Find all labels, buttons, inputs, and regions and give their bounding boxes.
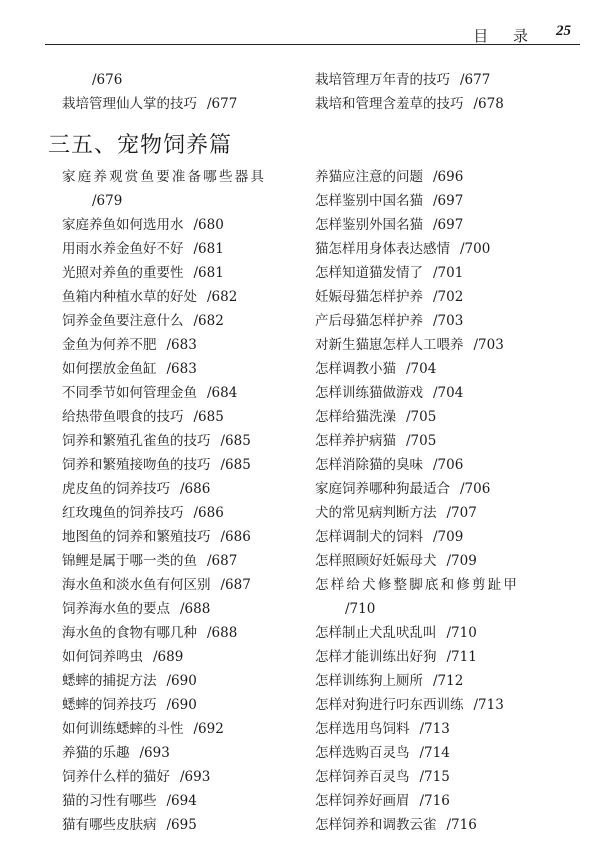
toc-entry: [62, 573, 322, 597]
toc-entry: [315, 765, 580, 789]
toc-entry-title: 怎样鉴别中国名猫: [315, 193, 423, 209]
toc-entry-page: /712: [433, 673, 464, 689]
toc-entry-title: 家庭养鱼如何选用水: [62, 217, 184, 233]
toc-entry-page: /693: [180, 769, 211, 785]
top-right-column: [315, 68, 580, 116]
toc-entry-page: /676: [92, 72, 123, 88]
toc-entry-title: 怎样训练狗上厕所: [315, 673, 423, 689]
toc-entry-page: /683: [166, 337, 197, 353]
toc-entry: [315, 261, 580, 285]
toc-entry: [62, 237, 322, 261]
toc-entry: [315, 381, 580, 405]
toc-entry-title: 怎样鉴别外国名猫: [315, 217, 423, 233]
toc-entry: [62, 549, 322, 573]
toc-entry-page: /700: [460, 241, 491, 257]
toc-entry-page: /705: [406, 409, 437, 425]
toc-entry: [62, 453, 322, 477]
toc-entry-page: /706: [433, 457, 464, 473]
toc-entry-page: /709: [446, 553, 477, 569]
toc-entry-title: 怎样调制犬的饲料: [315, 529, 423, 545]
toc-entry: [62, 429, 322, 453]
toc-entry-title: 怎样照顾好妊娠母犬: [315, 553, 437, 569]
toc-entry-page: /685: [220, 457, 251, 473]
toc-entry: [315, 693, 580, 717]
toc-entry: [62, 309, 322, 333]
toc-entry-title: 怎样选用鸟饲料: [315, 721, 410, 737]
toc-entry-title: 饲养和繁殖孔雀鱼的技巧: [62, 433, 211, 449]
toc-entry-page: /681: [193, 265, 224, 281]
toc-entry-page: /704: [406, 361, 437, 377]
toc-entry-title: 怎样饲养和调教云雀: [315, 817, 437, 833]
toc-entry: [62, 381, 322, 405]
toc-entry: [315, 189, 580, 213]
header-title: 目 录: [473, 27, 538, 45]
toc-entry-page: /686: [193, 505, 224, 521]
toc-entry-page: /693: [139, 745, 170, 761]
toc-entry-title: 饲养金鱼要注意什么: [62, 313, 184, 329]
toc-entry-title: 怎样饲养好画眉: [315, 793, 410, 809]
toc-entry-page: /704: [433, 385, 464, 401]
header-rule: [45, 44, 580, 45]
toc-entry-title: 产后母猫怎样护养: [315, 313, 423, 329]
toc-entry: [62, 68, 322, 92]
toc-entry: [315, 669, 580, 693]
toc-entry: [62, 717, 322, 741]
toc-entry-page: /701: [433, 265, 464, 281]
toc-entry: [62, 645, 322, 669]
toc-entry-page: /706: [460, 481, 491, 497]
toc-entry-page: /694: [166, 793, 197, 809]
toc-entry-page: /685: [193, 409, 224, 425]
toc-entry-page: /711: [446, 649, 477, 665]
toc-entry: [62, 669, 322, 693]
toc-entry-title: 怎样给猫洗澡: [315, 409, 396, 425]
toc-entry-title: 怎样知道猫发情了: [315, 265, 423, 281]
toc-entry-title: 妊娠母猫怎样护养: [315, 289, 423, 305]
toc-entry-title: 光照对养鱼的重要性: [62, 265, 184, 281]
toc-entry-page: /682: [207, 289, 238, 305]
toc-entry-page: /690: [166, 697, 197, 713]
section-title: 三五、宠物饲养篇: [48, 133, 233, 158]
header-page-number: 25: [556, 23, 571, 39]
toc-entry-page: /695: [166, 817, 197, 833]
toc-entry-page: /716: [446, 817, 477, 833]
toc-entry-page: /697: [433, 193, 464, 209]
toc-entry-page: /677: [207, 96, 238, 112]
toc-entry: [315, 309, 580, 333]
toc-entry-title: 红玫瑰鱼的饲养技巧: [62, 505, 184, 521]
toc-entry-page: /686: [220, 529, 251, 545]
toc-entry: [62, 333, 322, 357]
toc-entry: [62, 525, 322, 549]
toc-entry-title: 用雨水养金鱼好不好: [62, 241, 184, 257]
toc-entry-page: /715: [419, 769, 450, 785]
toc-entry: [62, 357, 322, 381]
toc-entry-title: 不同季节如何管理金鱼: [62, 385, 197, 401]
toc-entry: [62, 405, 322, 429]
toc-entry: [62, 501, 322, 525]
toc-entry: [315, 92, 580, 116]
toc-entry: [62, 621, 322, 645]
toc-entry: [315, 501, 580, 525]
toc-entry-title: 怎样选购百灵鸟: [315, 745, 410, 761]
toc-entry-page: /702: [433, 289, 464, 305]
toc-entry-title: 蟋蟀的捕捉方法: [62, 673, 157, 689]
toc-entry: [62, 261, 322, 285]
toc-entry-page: /686: [180, 481, 211, 497]
toc-entry: [62, 477, 322, 501]
right-column: [315, 165, 580, 837]
toc-entry-title: 怎样消除猫的臭味: [315, 457, 423, 473]
toc-entry-title: 怎样对狗进行叼东西训练: [315, 697, 464, 713]
toc-entry-title: 如何摆放金鱼缸: [62, 361, 157, 377]
toc-entry-page: /687: [220, 577, 251, 593]
toc-entry-page: /680: [193, 217, 224, 233]
toc-entry-title: 金鱼为何养不肥: [62, 337, 157, 353]
toc-entry: [315, 405, 580, 429]
toc-entry-page: /710: [446, 625, 477, 641]
toc-entry-title: 怎样制止犬乱吠乱叫: [315, 625, 437, 641]
top-left-column: [62, 68, 322, 116]
toc-entry-title: 猫有哪些皮肤病: [62, 817, 157, 833]
toc-entry-title: 地图鱼的饲养和繁殖技巧: [62, 529, 211, 545]
toc-entry: [62, 789, 322, 813]
toc-entry-page: /689: [153, 649, 184, 665]
toc-entry: [62, 285, 322, 309]
toc-entry: [62, 597, 322, 621]
toc-entry-title: 虎皮鱼的饲养技巧: [62, 481, 170, 497]
toc-entry-title: 家庭饲养哪种狗最适合: [315, 481, 450, 497]
toc-entry-page: /677: [460, 72, 491, 88]
toc-entry-title: 怎样训练猫做游戏: [315, 385, 423, 401]
toc-entry: [62, 693, 322, 717]
toc-entry: [315, 453, 580, 477]
toc-entry-title: 锦鲤是属于哪一类的鱼: [62, 553, 197, 569]
toc-entry-title: 猫怎样用身体表达感情: [315, 241, 450, 257]
toc-entry: [315, 621, 580, 645]
toc-entry-title: 鱼箱内种植水草的好处: [62, 289, 197, 305]
toc-entry: [315, 429, 580, 453]
toc-entry-title: 养猫应注意的问题: [315, 169, 423, 185]
toc-entry-title: 如何训练蟋蟀的斗性: [62, 721, 184, 737]
toc-entry: [315, 645, 580, 669]
toc-entry: [315, 549, 580, 573]
toc-entry-title: 怎样才能训练出好狗: [315, 649, 437, 665]
toc-entry-page: /703: [473, 337, 504, 353]
toc-entry-page: /687: [207, 553, 238, 569]
toc-entry-page: /710: [345, 601, 376, 617]
toc-entry: [62, 92, 322, 116]
toc-entry-page: /714: [419, 745, 450, 761]
toc-entry: [315, 813, 580, 837]
toc-entry-title: 饲养什么样的猫好: [62, 769, 170, 785]
toc-entry-page: /679: [92, 193, 123, 209]
toc-entry: [315, 789, 580, 813]
toc-entry: [315, 525, 580, 549]
toc-entry: [315, 333, 580, 357]
toc-entry: [315, 357, 580, 381]
toc-entry: [315, 573, 580, 597]
toc-entry: [62, 213, 322, 237]
toc-entry: [315, 213, 580, 237]
toc-entry: [315, 237, 580, 261]
toc-entry-page: /696: [433, 169, 464, 185]
toc-entry-page: /703: [433, 313, 464, 329]
toc-entry-title: 给热带鱼喂食的技巧: [62, 409, 184, 425]
toc-entry-page: /707: [446, 505, 477, 521]
toc-entry-page: /685: [220, 433, 251, 449]
toc-entry: [315, 741, 580, 765]
toc-entry-title: 海水鱼和淡水鱼有何区别: [62, 577, 211, 593]
toc-entry-page: /697: [433, 217, 464, 233]
toc-entry-page: /678: [473, 96, 504, 112]
toc-entry-page: /681: [193, 241, 224, 257]
toc-entry-title: 犬的常见病判断方法: [315, 505, 437, 521]
toc-entry: [315, 285, 580, 309]
toc-entry-title: 蟋蟀的饲养技巧: [62, 697, 157, 713]
toc-entry: [62, 165, 322, 189]
toc-entry: [315, 477, 580, 501]
left-column: [62, 165, 322, 837]
toc-entry-page: /688: [207, 625, 238, 641]
toc-entry-page: /705: [406, 433, 437, 449]
toc-entry-title: 怎样调教小猫: [315, 361, 396, 377]
toc-entry: [62, 813, 322, 837]
toc-entry-title: 家庭养观赏鱼要准备哪些器具: [62, 169, 267, 185]
toc-entry-title: 栽培管理万年青的技巧: [315, 72, 450, 88]
toc-entry-page: /692: [193, 721, 224, 737]
toc-entry-title: 对新生猫崽怎样人工喂养: [315, 337, 464, 353]
toc-entry-page: /713: [419, 721, 450, 737]
toc-entry: [315, 165, 580, 189]
toc-entry-page: /690: [166, 673, 197, 689]
toc-entry-title: 海水鱼的食物有哪几种: [62, 625, 197, 641]
page-header: [0, 0, 600, 46]
toc-entry-title: 饲养和繁殖接吻鱼的技巧: [62, 457, 211, 473]
toc-entry-title: 栽培管理仙人掌的技巧: [62, 96, 197, 112]
toc-entry: [62, 741, 322, 765]
toc-entry-page: /683: [166, 361, 197, 377]
toc-entry-page: /682: [193, 313, 224, 329]
toc-entry-title: 怎样给犬修整脚底和修剪趾甲: [315, 577, 520, 593]
toc-entry-title: 如何饲养鸣虫: [62, 649, 143, 665]
toc-entry: [315, 597, 580, 621]
toc-entry-title: 怎样饲养百灵鸟: [315, 769, 410, 785]
toc-entry-title: 猫的习性有哪些: [62, 793, 157, 809]
toc-entry-title: 饲养海水鱼的要点: [62, 601, 170, 617]
toc-entry-page: /684: [207, 385, 238, 401]
toc-entry: [315, 68, 580, 92]
toc-entry-page: /709: [433, 529, 464, 545]
toc-entry: [315, 717, 580, 741]
toc-entry-page: /716: [419, 793, 450, 809]
toc-entry-title: 养猫的乐趣: [62, 745, 130, 761]
toc-entry-title: 怎样养护病猫: [315, 433, 396, 449]
toc-entry-page: /713: [473, 697, 504, 713]
toc-entry-title: 栽培和管理含羞草的技巧: [315, 96, 464, 112]
toc-entry: [62, 189, 322, 213]
toc-entry-page: /688: [180, 601, 211, 617]
toc-entry: [62, 765, 322, 789]
